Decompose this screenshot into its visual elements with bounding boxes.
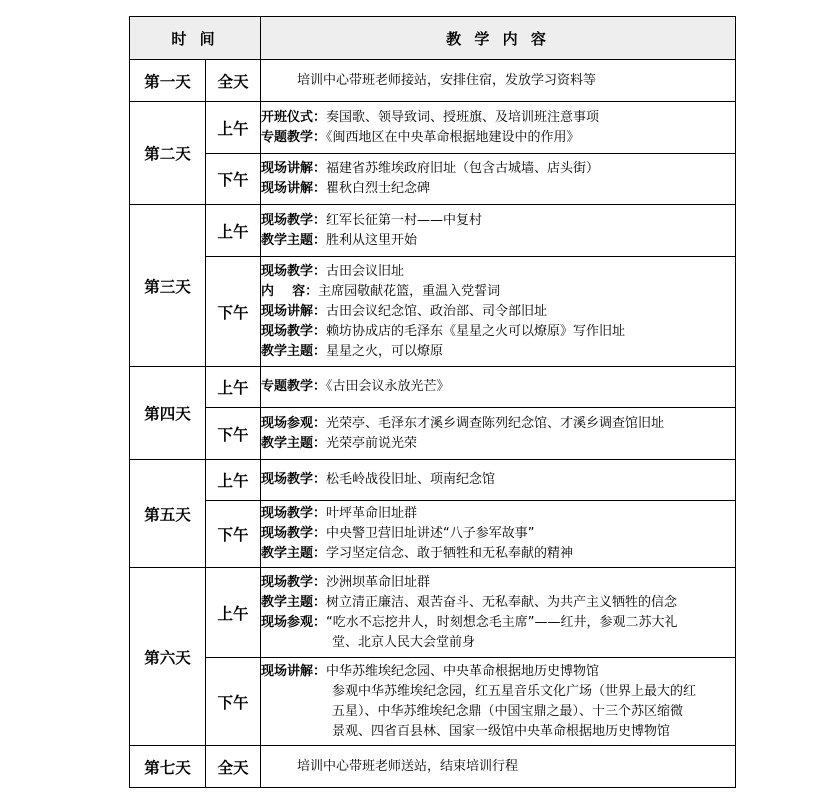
line-label: 内 容： [261,283,319,299]
period-label: 下午 [206,257,261,367]
header-row [130,17,736,60]
content-cell [261,658,736,746]
table-row [130,501,736,568]
line-text: 中华苏维埃纪念园、中央革命根据地历史博物馆 [326,663,600,679]
content-line [261,231,735,251]
line-text: 叶坪革命旧址群 [326,506,418,521]
line-label: 现场教学： [261,212,327,228]
content-cell [261,154,736,205]
content-cell [261,460,736,501]
line-text: 奏国歌、领导致词、授班旗、及培训班注意事项 [326,109,600,125]
line-text: 《闽西地区在中央革命根据地建设中的作用》 [326,129,580,145]
content-line [261,682,735,702]
period-label: 下午 [206,658,261,746]
table-row [130,568,736,658]
content-line [261,593,735,613]
table-row [130,60,736,102]
period-label: 上午 [206,205,261,257]
content-line [261,302,735,322]
content-line [261,633,735,653]
line-label: 现场教学： [261,263,327,279]
line-label: 现场讲解： [261,161,327,176]
line-label: 现场讲解： [261,181,327,196]
day-label: 第四天 [130,367,206,460]
line-text: 古田会议纪念馆、政治部、司令部旧址 [326,303,548,319]
content-line [261,470,735,490]
table-row [130,408,736,460]
line-label: 现场教学： [261,472,327,487]
line-label: 教学主题： [261,546,327,561]
table-row [130,205,736,257]
period-label: 上午 [206,102,261,154]
table-row [130,658,736,746]
line-label: 专题教学： [261,379,327,394]
line-text: 光荣亭、毛泽东才溪乡调查陈列纪念馆、才溪乡调查馆旧址 [326,415,665,431]
content-cell [261,367,736,408]
line-text: “吃水不忘挖井人，时刻想念毛主席”——红井，参观二苏大礼 [326,614,678,630]
content-cell [261,501,736,568]
line-label: 现场参观： [261,415,327,431]
content-line [261,342,735,362]
content-line [261,262,735,282]
line-label: 开班仪式： [261,109,327,125]
header-time: 时 间 [130,17,261,60]
line-text: 星星之火，可以燎原 [326,343,444,359]
line-text: 五星）、中华苏维埃纪念鼎（中国宝鼎之最）、十三个苏区缩微 [332,703,684,719]
line-text: 树立清正廉洁、艰苦奋斗、无私奉献、为共产主义牺牲的信念 [326,594,678,610]
day-label: 第六天 [130,568,206,746]
period-label: 全天 [206,60,261,102]
period-label: 下午 [206,154,261,205]
line-text: 胜利从这里开始 [326,232,418,248]
schedule-table [129,16,736,788]
content-line [261,524,735,544]
content-cell [261,568,736,658]
table-row [130,460,736,501]
content-line [261,722,735,742]
table-row [130,102,736,154]
line-label: 教学主题： [261,232,327,248]
line-label: 现场讲解： [261,303,327,319]
content-line [261,702,735,722]
line-text: 参观中华苏维埃纪念园，红五星音乐文化广场（世界上最大的红 [332,683,697,699]
line-label: 教学主题： [261,435,327,451]
content-cell [261,257,736,367]
table-row [130,257,736,367]
line-text: 红军长征第一村——中复村 [326,212,483,228]
line-text: 光荣亭前说光荣 [326,435,418,451]
content-line [261,377,735,397]
line-label: 教学主题： [261,343,327,359]
line-text: 中央警卫营旧址讲述“八子参军故事” [326,526,535,541]
header-content: 教 学 内 容 [261,17,736,60]
line-text: 堂、北京人民大会堂前身 [332,634,476,650]
line-text: 松毛岭战役旧址、项南纪念馆 [326,472,496,487]
period-label: 上午 [206,568,261,658]
line-label: 现场教学： [261,526,327,541]
period-label: 全天 [206,746,261,788]
line-text: 学习坚定信念、敢于牺牲和无私奉献的精神 [326,546,574,561]
content-line [261,504,735,524]
line-text: 瞿秋白烈士纪念碑 [326,181,431,196]
content-line [261,573,735,593]
content-line [261,128,735,148]
content-line [261,544,735,564]
table-row [130,367,736,408]
period-label: 下午 [206,501,261,568]
content-cell [261,408,736,460]
content-line [261,613,735,633]
content-line [261,108,735,128]
content-line [261,322,735,342]
day-label: 第七天 [130,746,206,788]
content-line [261,662,735,682]
line-label: 现场教学： [261,323,327,339]
period-label: 下午 [206,408,261,460]
period-label: 上午 [206,367,261,408]
content-cell [261,205,736,257]
content-line [261,179,735,199]
table-row [130,746,736,788]
day-label: 第一天 [130,60,206,102]
content-line [261,434,735,454]
line-text: 景观、四省百县林、国家一级馆中央革命根据地历史博物馆 [332,723,671,739]
table-row [130,154,736,205]
period-label: 上午 [206,460,261,501]
content-cell: 培训中心带班老师送站，结束培训行程 [261,746,736,788]
line-label: 专题教学： [261,129,327,145]
content-cell: 培训中心带班老师接站，安排住宿，发放学习资料等 [261,60,736,102]
line-label: 现场教学： [261,506,327,521]
line-text: 主席园敬献花篮，重温入党誓词 [318,283,501,299]
content-cell [261,102,736,154]
line-label: 现场参观： [261,614,327,630]
content-line [261,211,735,231]
day-label: 第五天 [130,460,206,568]
content-line [261,282,735,302]
line-text: 《古田会议永放光芒》 [326,379,450,394]
content-line [261,414,735,434]
line-text: 福建省苏维埃政府旧址（包含古城墙、店头街） [326,161,600,176]
line-text: 赖坊协成店的毛泽东《星星之火可以燎原》写作旧址 [326,323,626,339]
day-label: 第三天 [130,205,206,367]
line-label: 现场教学： [261,574,327,590]
content-line [261,159,735,179]
line-text: 古田会议旧址 [326,263,405,279]
line-label: 现场讲解： [261,663,327,679]
day-label: 第二天 [130,102,206,205]
line-label: 教学主题： [261,594,327,610]
line-text: 沙洲坝革命旧址群 [326,574,431,590]
